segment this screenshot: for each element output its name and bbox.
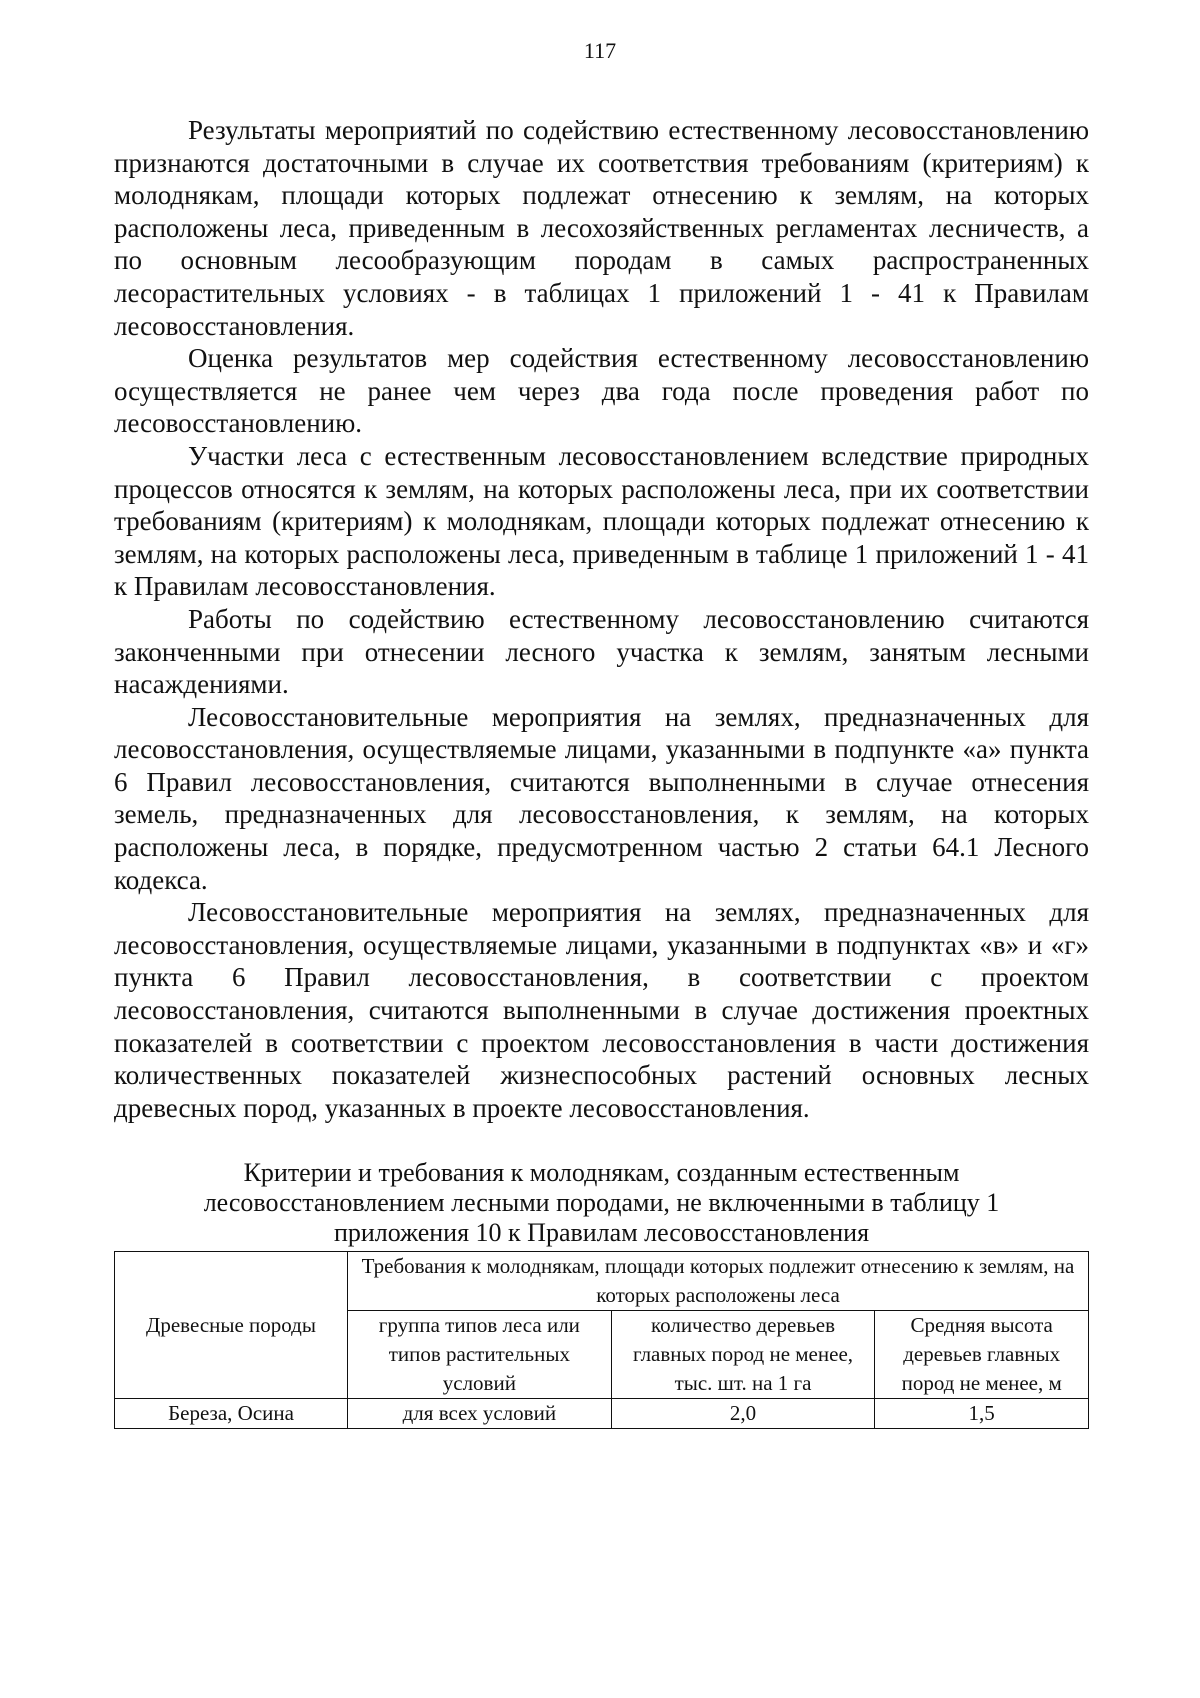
- table-caption-line: лесовосстановлением лесными породами, не включенными в таблицу 1: [203, 1188, 1000, 1217]
- paragraph: Участки леса с естественным лесовосстановлением вследствие природных процессов относятся к землям, на которых расположены леса, при их соответствии требованиям (критериям) к молоднякам, площади которых подлежат отнесению к землям, на которых расположены леса, приведенным в таблице 1 приложений 1 - 41 к Правилам лесовосстановления.: [114, 440, 1089, 602]
- table-row: [115, 1399, 1089, 1429]
- paragraph: Оценка результатов мер содействия естественному лесовосстановлению осуществляется не ранее чем через два года после проведения работ по лесовосстановлению.: [114, 343, 1089, 439]
- header-group: группа типов леса или типов растительных условий: [348, 1311, 612, 1399]
- cell-height: 1,5: [875, 1399, 1089, 1429]
- table-caption-line: Критерии и требования к молоднякам, созданным естественным: [243, 1158, 960, 1187]
- criteria-table: [114, 1251, 1089, 1429]
- header-species: Древесные породы: [115, 1252, 348, 1399]
- cell-count: 2,0: [611, 1399, 875, 1429]
- header-requirements: Требования к молоднякам, площади которых подлежит отнесению к землям, на которых расположены леса: [348, 1252, 1089, 1311]
- paragraph: Лесовосстановительные мероприятия на землях, предназначенных для лесовосстановления, осуществляемые лицами, указанными в подпункте «а» пункта 6 Правил лесовосстановления, считаются выполненными в случае отнесения земель, предназначенных для лесовосстановления, к землям, на которых расположены леса, в порядке, предусмотренном частью 2 статьи 64.1 Лесного кодекса.: [114, 701, 1089, 895]
- page-number: 117: [583, 38, 617, 63]
- table-header-row: [115, 1252, 1089, 1311]
- paragraph: Работы по содействию естественному лесовосстановлению считаются законченными при отнесении лесного участка к землям, занятым лесными насаждениями.: [114, 603, 1089, 700]
- table-caption-line: приложения 10 к Правилам лесовосстановления: [333, 1218, 870, 1247]
- header-height: Средняя высота деревьев главных пород не менее, м: [875, 1311, 1089, 1399]
- paragraph: Лесовосстановительные мероприятия на землях, предназначенных для лесовосстановления, осуществляемые лицами, указанными в подпунктах «в» и «г» пункта 6 Правил лесовосстановления, в соответствии с проектом лесовосстановления, считаются выполненными в случае достижения проектных показателей в соответствии с проектом лесовосстановления в части достижения количественных показателей жизнеспособных растений основных лесных древесных пород, указанных в проекте лесовосстановления.: [114, 897, 1089, 1123]
- table-caption: [114, 1158, 1089, 1248]
- header-count: количество деревьев главных пород не менее, тыс. шт. на 1 га: [611, 1311, 875, 1399]
- cell-species: Береза, Осина: [115, 1399, 348, 1429]
- paragraph: Результаты мероприятий по содействию естественному лесовосстановлению признаются достаточными в случае их соответствия требованиям (критериям) к молоднякам, площади которых подлежат отнесению к землям, на которых расположены леса, приведенным в лесохозяйственных регламентах лесничеств, а по основным лесообразующим породам в самых распространенных лесорастительных условиях - в таблицах 1 приложений 1 - 41 к Правилам лесовосстановления.: [114, 115, 1089, 341]
- body-text: [114, 114, 1089, 1124]
- cell-group: для всех условий: [348, 1399, 612, 1429]
